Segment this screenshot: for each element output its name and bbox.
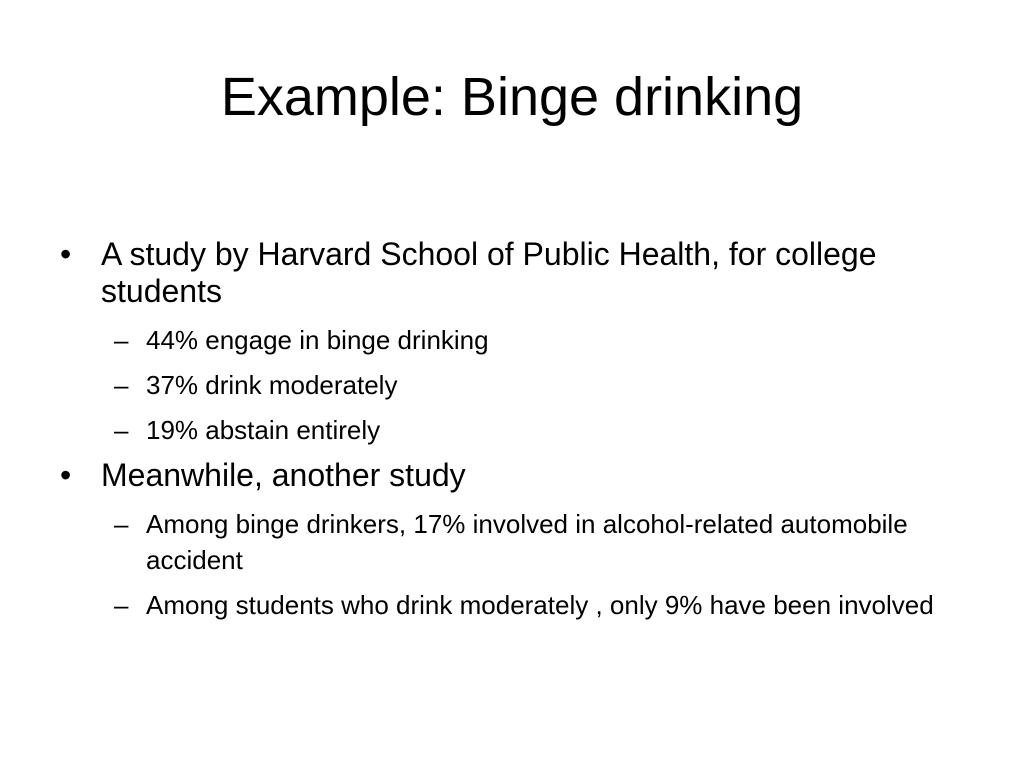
sub-bullet-text: Among students who drink moderately , only 9% have been involved — [146, 590, 934, 620]
sub-bullet-list — [45, 322, 974, 448]
bullet-list — [0, 236, 1024, 632]
bullet-icon: • — [60, 457, 72, 493]
sub-bullet-list — [45, 506, 974, 623]
bullet-item-harvard-study — [0, 236, 1024, 448]
dash-icon: – — [114, 509, 129, 539]
bullet-text: A study by Harvard School of Public Health, for college students — [101, 236, 877, 309]
dash-icon: – — [114, 370, 129, 400]
sub-bullet-text: 44% engage in binge drinking — [146, 325, 489, 355]
sub-bullet-text: 37% drink moderately — [146, 370, 398, 400]
sub-bullet-text: Among binge drinkers, 17% involved in alcohol-related automobile accident — [146, 509, 908, 575]
slide-title: Example: Binge drinking — [220, 67, 804, 127]
sub-bullet-item — [45, 412, 974, 448]
sub-bullet-item — [45, 506, 974, 578]
sub-bullet-text: 19% abstain entirely — [146, 415, 381, 445]
sub-bullet-item — [45, 587, 974, 623]
dash-icon: – — [114, 325, 129, 355]
sub-bullet-item — [45, 367, 974, 403]
sub-bullet-item — [45, 322, 974, 358]
bullet-icon: • — [60, 236, 72, 272]
bullet-text: Meanwhile, another study — [101, 457, 466, 493]
dash-icon: – — [114, 415, 129, 445]
bullet-item-another-study — [0, 457, 1024, 623]
dash-icon: – — [114, 590, 129, 620]
